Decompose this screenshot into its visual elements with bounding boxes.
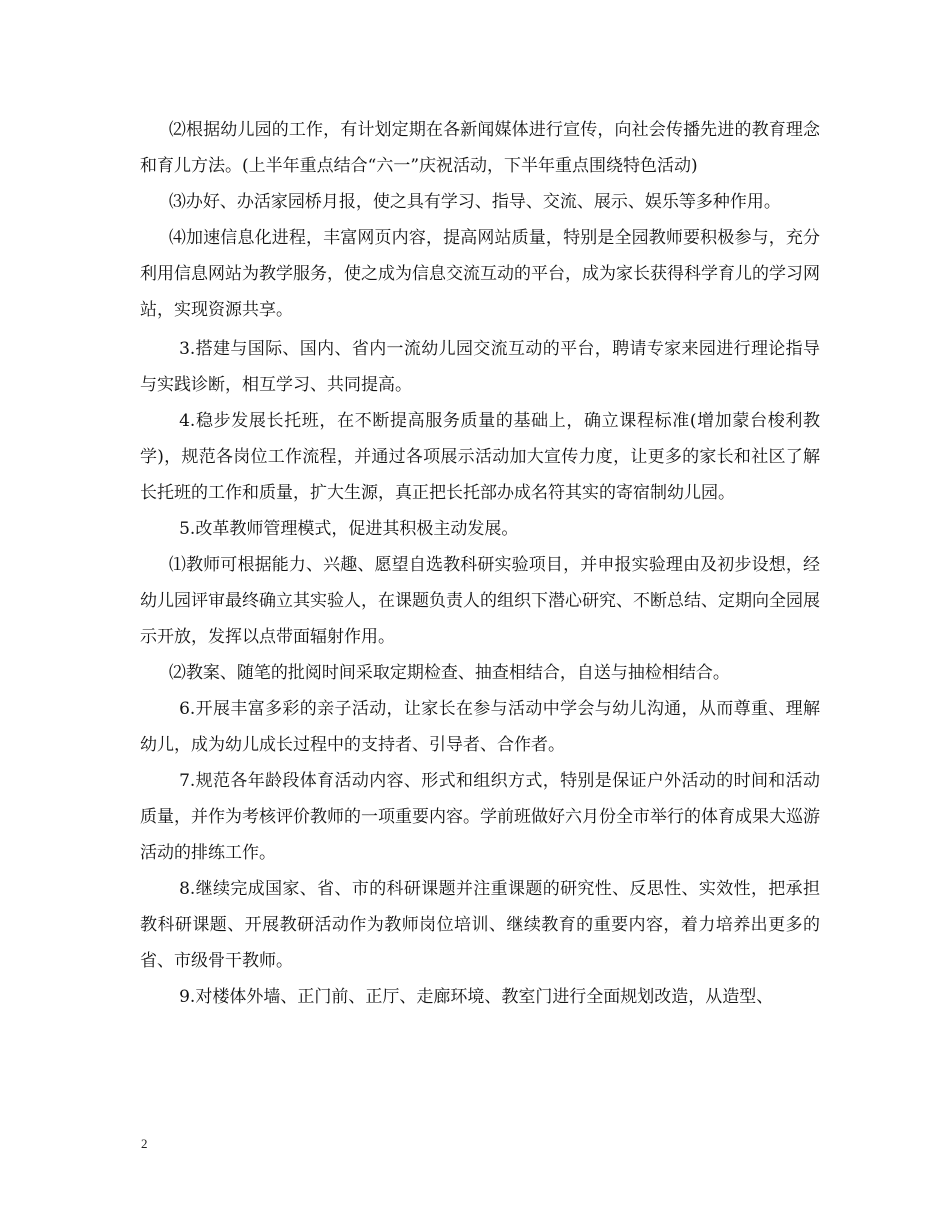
paragraph-newsletter: ⑶办好、办活家园桥月报，使之具有学习、指导、交流、展示、娱乐等多种作用。 — [168, 192, 781, 212]
paragraph-exchange-platform: 3.搭建与国际、国内、省内一流幼儿园交流互动的平台，聘请专家来园进行理论指导与实践诊断，相互学习、共同提高。 — [140, 339, 820, 395]
paragraph-lesson-plans: ⑵教案、随笔的批阅时间采取定期检查、抽查相结合，自送与抽检相结合。 — [168, 663, 730, 683]
paragraph-teacher-management: 5.改革教师管理模式，促进其积极主动发展。 — [179, 519, 519, 539]
paragraph-boarding-class: 4.稳步发展长托班，在不断提高服务质量的基础上，确立课程标准(增加蒙台梭利教学)，规范各岗位工作流程，并通过各项展示活动加大宣传力度，让更多的家长和社区了解长托班的工作和质量，扩大生源，真正把长托部办成名符其实的寄宿制幼儿园。 — [140, 411, 820, 503]
paragraph-parent-child: 6.开展丰富多彩的亲子活动，让家长在参与活动中学会与幼儿沟通，从而尊重、理解幼儿，成为幼儿成长过程中的支持者、引导者、合作者。 — [140, 699, 820, 755]
paragraph-renovation: 9.对楼体外墙、正门前、正厅、走廊环境、教室门进行全面规划改造，从造型、 — [179, 987, 774, 1007]
paragraph-research-topics: 8.继续完成国家、省、市的科研课题并注重课题的研究性、反思性、实效性，把承担教科研课题、开展教研活动作为教师岗位培训、继续教育的重要内容，着力培养出更多的省、市级骨干教师。 — [140, 879, 820, 971]
paragraph-research-projects: ⑴教师可根据能力、兴趣、愿望自选教科研实验项目，并申报实验理由及初步设想，经幼儿园评审最终确立其实验人，在课题负责人的组织下潜心研究、不断总结、定期向全园展示开放，发挥以点带面辐射作用。 — [140, 555, 820, 647]
document-body — [140, 112, 820, 1015]
paragraph-publicity: ⑵根据幼儿园的工作，有计划定期在各新闻媒体进行宣传，向社会传播先进的教育理念和育儿方法。(上半年重点结合“六一”庆祝活动，下半年重点围绕特色活动) — [140, 120, 820, 176]
paragraph-informatization: ⑷加速信息化进程，丰富网页内容，提高网站质量，特别是全园教师要积极参与，充分利用信息网站为教学服务，使之成为信息交流互动的平台，成为家长获得科学育儿的学习网站，实现资源共享。 — [140, 228, 820, 320]
page-number: 2 — [141, 1136, 148, 1151]
paragraph-sports: 7.规范各年龄段体育活动内容、形式和组织方式，特别是保证户外活动的时间和活动质量，并作为考核评价教师的一项重要内容。学前班做好六月份全市举行的体育成果大巡游活动的排练工作。 — [140, 771, 820, 863]
